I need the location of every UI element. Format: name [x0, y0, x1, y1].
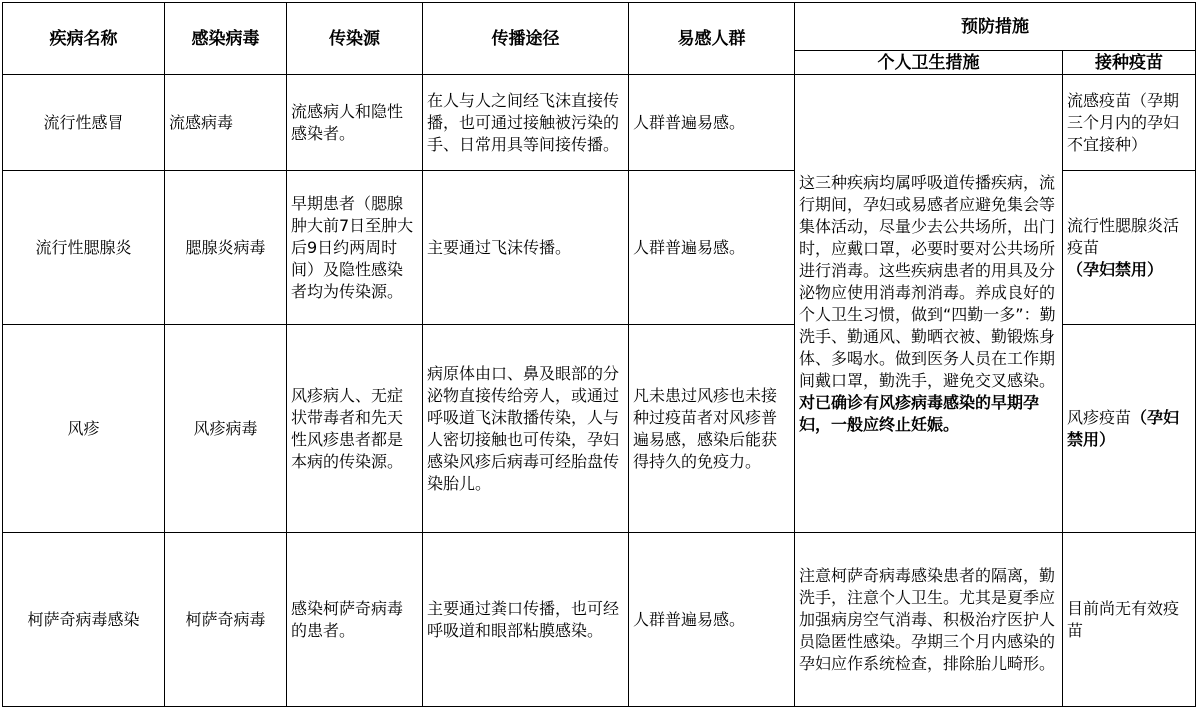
disease-name-cell: 流行性感冒 — [3, 75, 165, 171]
header-virus: 感染病毒 — [165, 3, 287, 75]
route-cell: 病原体由口、鼻及眼部的分泌物直接传给旁人，或通过呼吸道飞沫散播传染，人与人密切接触也可传染，孕妇感染风疹后病毒可经胎盘传染胎儿。 — [423, 325, 629, 533]
source-cell: 流感病人和隐性感染者。 — [287, 75, 423, 171]
source-cell: 早期患者（腮腺肿大前7日至肿大后9日约两周时间）及隐性感染者均为传染源。 — [287, 171, 423, 325]
header-susceptible: 易感人群 — [629, 3, 795, 75]
hygiene-cell: 注意柯萨奇病毒感染患者的隔离，勤洗手，注意个人卫生。尤其是夏季应加强病房空气消毒、积极治疗医护人员隐匿性感染。孕期三个月内感染的孕妇应作系统检查，排除胎儿畸形。 — [795, 533, 1063, 707]
header-personal-hygiene: 个人卫生措施 — [795, 51, 1063, 75]
merged-hygiene-bold-text: 对已确诊有风疹病毒感染的早期孕妇，一般应终止妊娠。 — [799, 392, 1040, 434]
table-row — [3, 75, 1196, 171]
virus-cell: 风疹病毒 — [165, 325, 287, 533]
merged-hygiene-cell — [795, 75, 1063, 533]
header-source: 传染源 — [287, 3, 423, 75]
merged-hygiene-text: 这三种疾病均属呼吸道传播疾病，流行期间，孕妇或易感者应避免集会等集体活动，尽量少去公共场所，出门时，应戴口罩，必要时要对公共场所进行消毒。这些疾病患者的用具及分泌物应使用消毒剂消毒。养成良好的个人卫生习惯，做到“四勤一多”：勤洗手、勤通风、勤晒衣被、勤锻炼身体、多喝水。做到医务人员在工作期间戴口罩，勤洗手，避免交叉感染。 — [799, 172, 1056, 390]
virus-cell: 流感病毒 — [165, 75, 287, 171]
susceptible-cell: 人群普遍易感。 — [629, 75, 795, 171]
disease-name-cell: 柯萨奇病毒感染 — [3, 533, 165, 707]
vaccine-text: 目前尚无有效疫苗 — [1067, 598, 1180, 640]
susceptible-cell: 凡未患过风疹也未接种过疫苗者对风疹普遍易感，感染后能获得持久的免疫力。 — [629, 325, 795, 533]
vaccine-cell — [1063, 325, 1196, 533]
vaccine-warning: （孕妇禁用） — [1067, 259, 1164, 279]
header-row — [3, 3, 1196, 51]
route-cell: 主要通过粪口传播，也可经呼吸道和眼部粘膜感染。 — [423, 533, 629, 707]
disease-prevention-table — [2, 2, 1196, 707]
virus-cell: 柯萨奇病毒 — [165, 533, 287, 707]
susceptible-cell: 人群普遍易感。 — [629, 171, 795, 325]
header-route: 传播途径 — [423, 3, 629, 75]
header-disease-name: 疾病名称 — [3, 3, 165, 75]
disease-name-cell: 风疹 — [3, 325, 165, 533]
vaccine-cell — [1063, 533, 1196, 707]
route-cell: 在人与人之间经飞沫直接传播，也可通过接触被污染的手、日常用具等间接传播。 — [423, 75, 629, 171]
source-cell: 风疹病人、无症状带毒者和先天性风疹患者都是本病的传染源。 — [287, 325, 423, 533]
header-vaccine: 接种疫苗 — [1063, 51, 1196, 75]
source-cell: 感染柯萨奇病毒的患者。 — [287, 533, 423, 707]
vaccine-text: 风疹疫苗 — [1067, 407, 1132, 427]
virus-cell: 腮腺炎病毒 — [165, 171, 287, 325]
vaccine-warning: （孕妇禁用） — [1067, 407, 1180, 449]
vaccine-text: 流感疫苗（孕期三个月内的孕妇不宜接种） — [1067, 90, 1180, 154]
vaccine-text: 流行性腮腺炎活疫苗 — [1067, 215, 1180, 257]
table-row — [3, 533, 1196, 707]
vaccine-cell — [1063, 171, 1196, 325]
susceptible-cell: 人群普遍易感。 — [629, 533, 795, 707]
route-cell: 主要通过飞沫传播。 — [423, 171, 629, 325]
header-prevention: 预防措施 — [795, 3, 1196, 51]
vaccine-cell — [1063, 75, 1196, 171]
disease-name-cell: 流行性腮腺炎 — [3, 171, 165, 325]
